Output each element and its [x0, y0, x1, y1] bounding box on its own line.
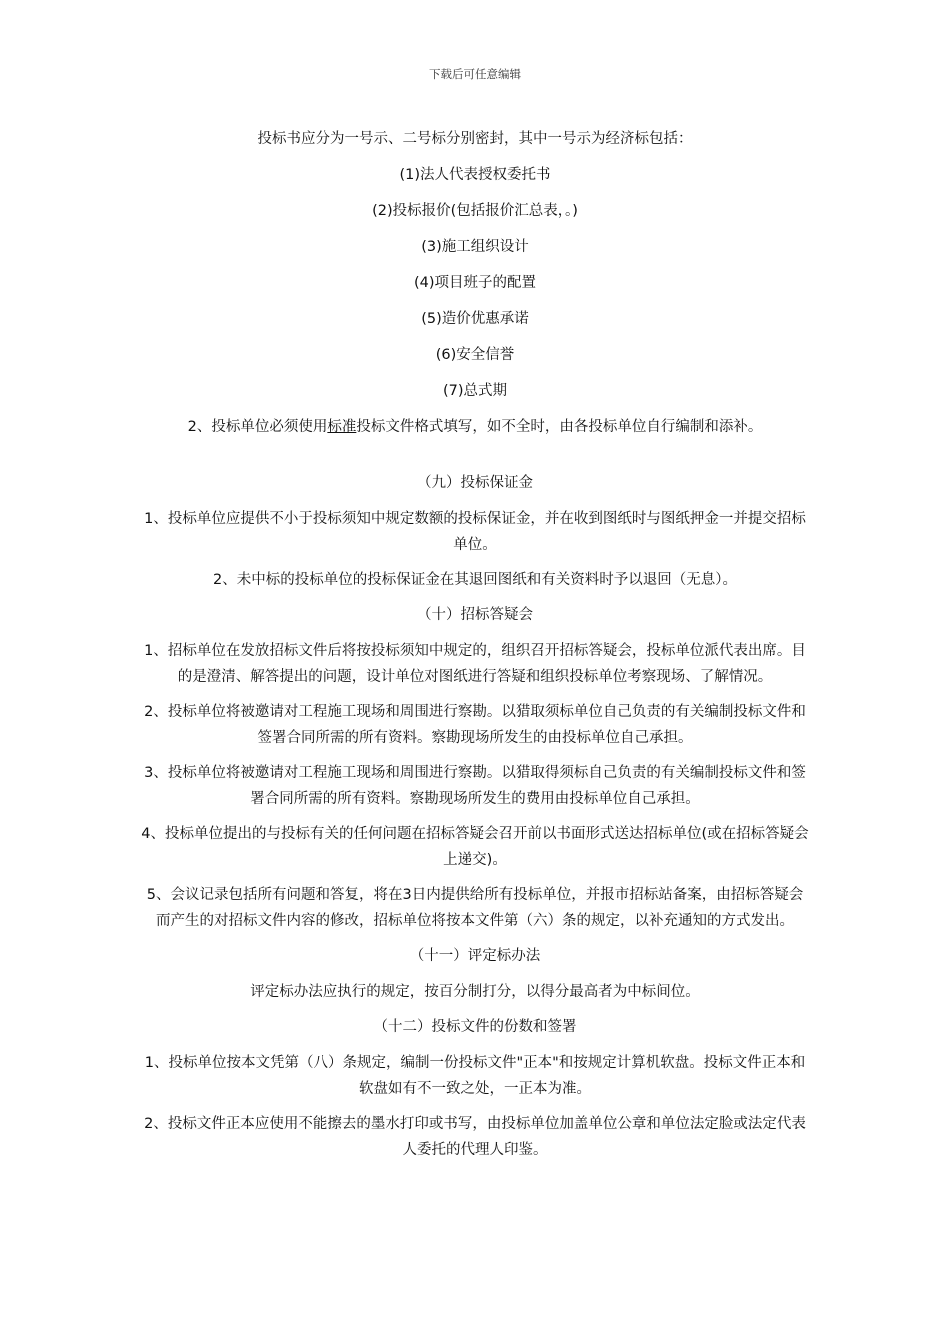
section-9-paragraph-2: 2、未中标的投标单位的投标保证金在其退回图纸和有关资料时予以退回（无息）。 [213, 572, 737, 588]
section-10-paragraph-5: 5、会议记录包括所有问题和答复，将在3日内提供给所有投标单位，并报市招标站备案，由招标答疑会而产生的对招标文件内容的修改，招标单位将按本文件第（六）条的规定，以补充通知的方式发出。 [146, 887, 804, 929]
section-12-paragraph-2: 2、投标文件正本应使用不能擦去的墨水打印或书写，由投标单位加盖单位公章和单位法定脸或法定代表人委托的代理人印鉴。 [144, 1116, 806, 1158]
section-10-paragraph-3: 3、投标单位将被邀请对工程施工现场和周围进行察勘。以猎取得须标自己负责的有关编制投标文件和签署合同所需的所有资料。察勘现场所发生的费用由投标单位自己承担。 [144, 765, 806, 807]
list-item: (4)项目班子的配置 [413, 275, 537, 291]
paragraph-2-suffix: 投标文件格式填写，如不全时，由各投标单位自行编制和添补。 [356, 419, 763, 435]
section-10-paragraph-1: 1、招标单位在发放招标文件后将按投标须知中规定的，组织召开招标答疑会，投标单位派代表出席。目的是澄清、解答提出的问题，设计单位对图纸进行答疑和组织投标单位考察现场、了解情况。 [144, 643, 806, 685]
section-11-paragraph-1: 评定标办法应执行的规定，按百分制打分，以得分最高者为中标间位。 [250, 984, 700, 1000]
document-body [140, 126, 810, 1172]
list-item: (1)法人代表授权委托书 [399, 167, 551, 183]
list-item: (5)造价优惠承诺 [421, 311, 529, 327]
list-item: (6)安全信誉 [435, 347, 515, 363]
section-10-paragraph-2: 2、投标单位将被邀请对工程施工现场和周围进行察勘。以猎取须标单位自己负责的有关编制投标文件和签署合同所需的所有资料。察勘现场所发生的由投标单位自己承担。 [144, 704, 806, 746]
section-9-title: （九）投标保证金 [417, 475, 533, 491]
paragraph-2 [140, 414, 810, 440]
list-item: (7)总式期 [442, 383, 508, 399]
page-header: 下载后可任意编辑 [429, 67, 521, 81]
section-11-title: （十一）评定标办法 [409, 948, 541, 964]
paragraph-2-prefix: 2、投标单位必须使用 [187, 419, 328, 435]
section-10-title: （十）招标答疑会 [417, 607, 533, 623]
section-12-title: （十二）投标文件的份数和签署 [373, 1019, 577, 1035]
section-10-paragraph-4: 4、投标单位提出的与投标有关的任何问题在招标答疑会召开前以书面形式送达招标单位(或在招标答疑会上递交)。 [141, 826, 809, 868]
intro-paragraph: 投标书应分为一号示、二号标分别密封，其中一号示为经济标包括： [257, 131, 693, 147]
list-item: (3)施工组织设计 [421, 239, 529, 255]
list-item: (2)投标报价(包括报价汇总表，。) [372, 203, 578, 219]
section-12-paragraph-1: 1、投标单位按本文凭第（八）条规定，编制一份投标文件"正本"和按规定计算机软盘。投标文件正本和软盘如有不一致之处，一正本为准。 [144, 1055, 806, 1097]
standard-link[interactable]: 标准 [327, 419, 357, 435]
section-9-paragraph-1: 1、投标单位应提供不小于投标须知中规定数额的投标保证金，并在收到图纸时与图纸押金一并提交招标单位。 [144, 511, 806, 553]
